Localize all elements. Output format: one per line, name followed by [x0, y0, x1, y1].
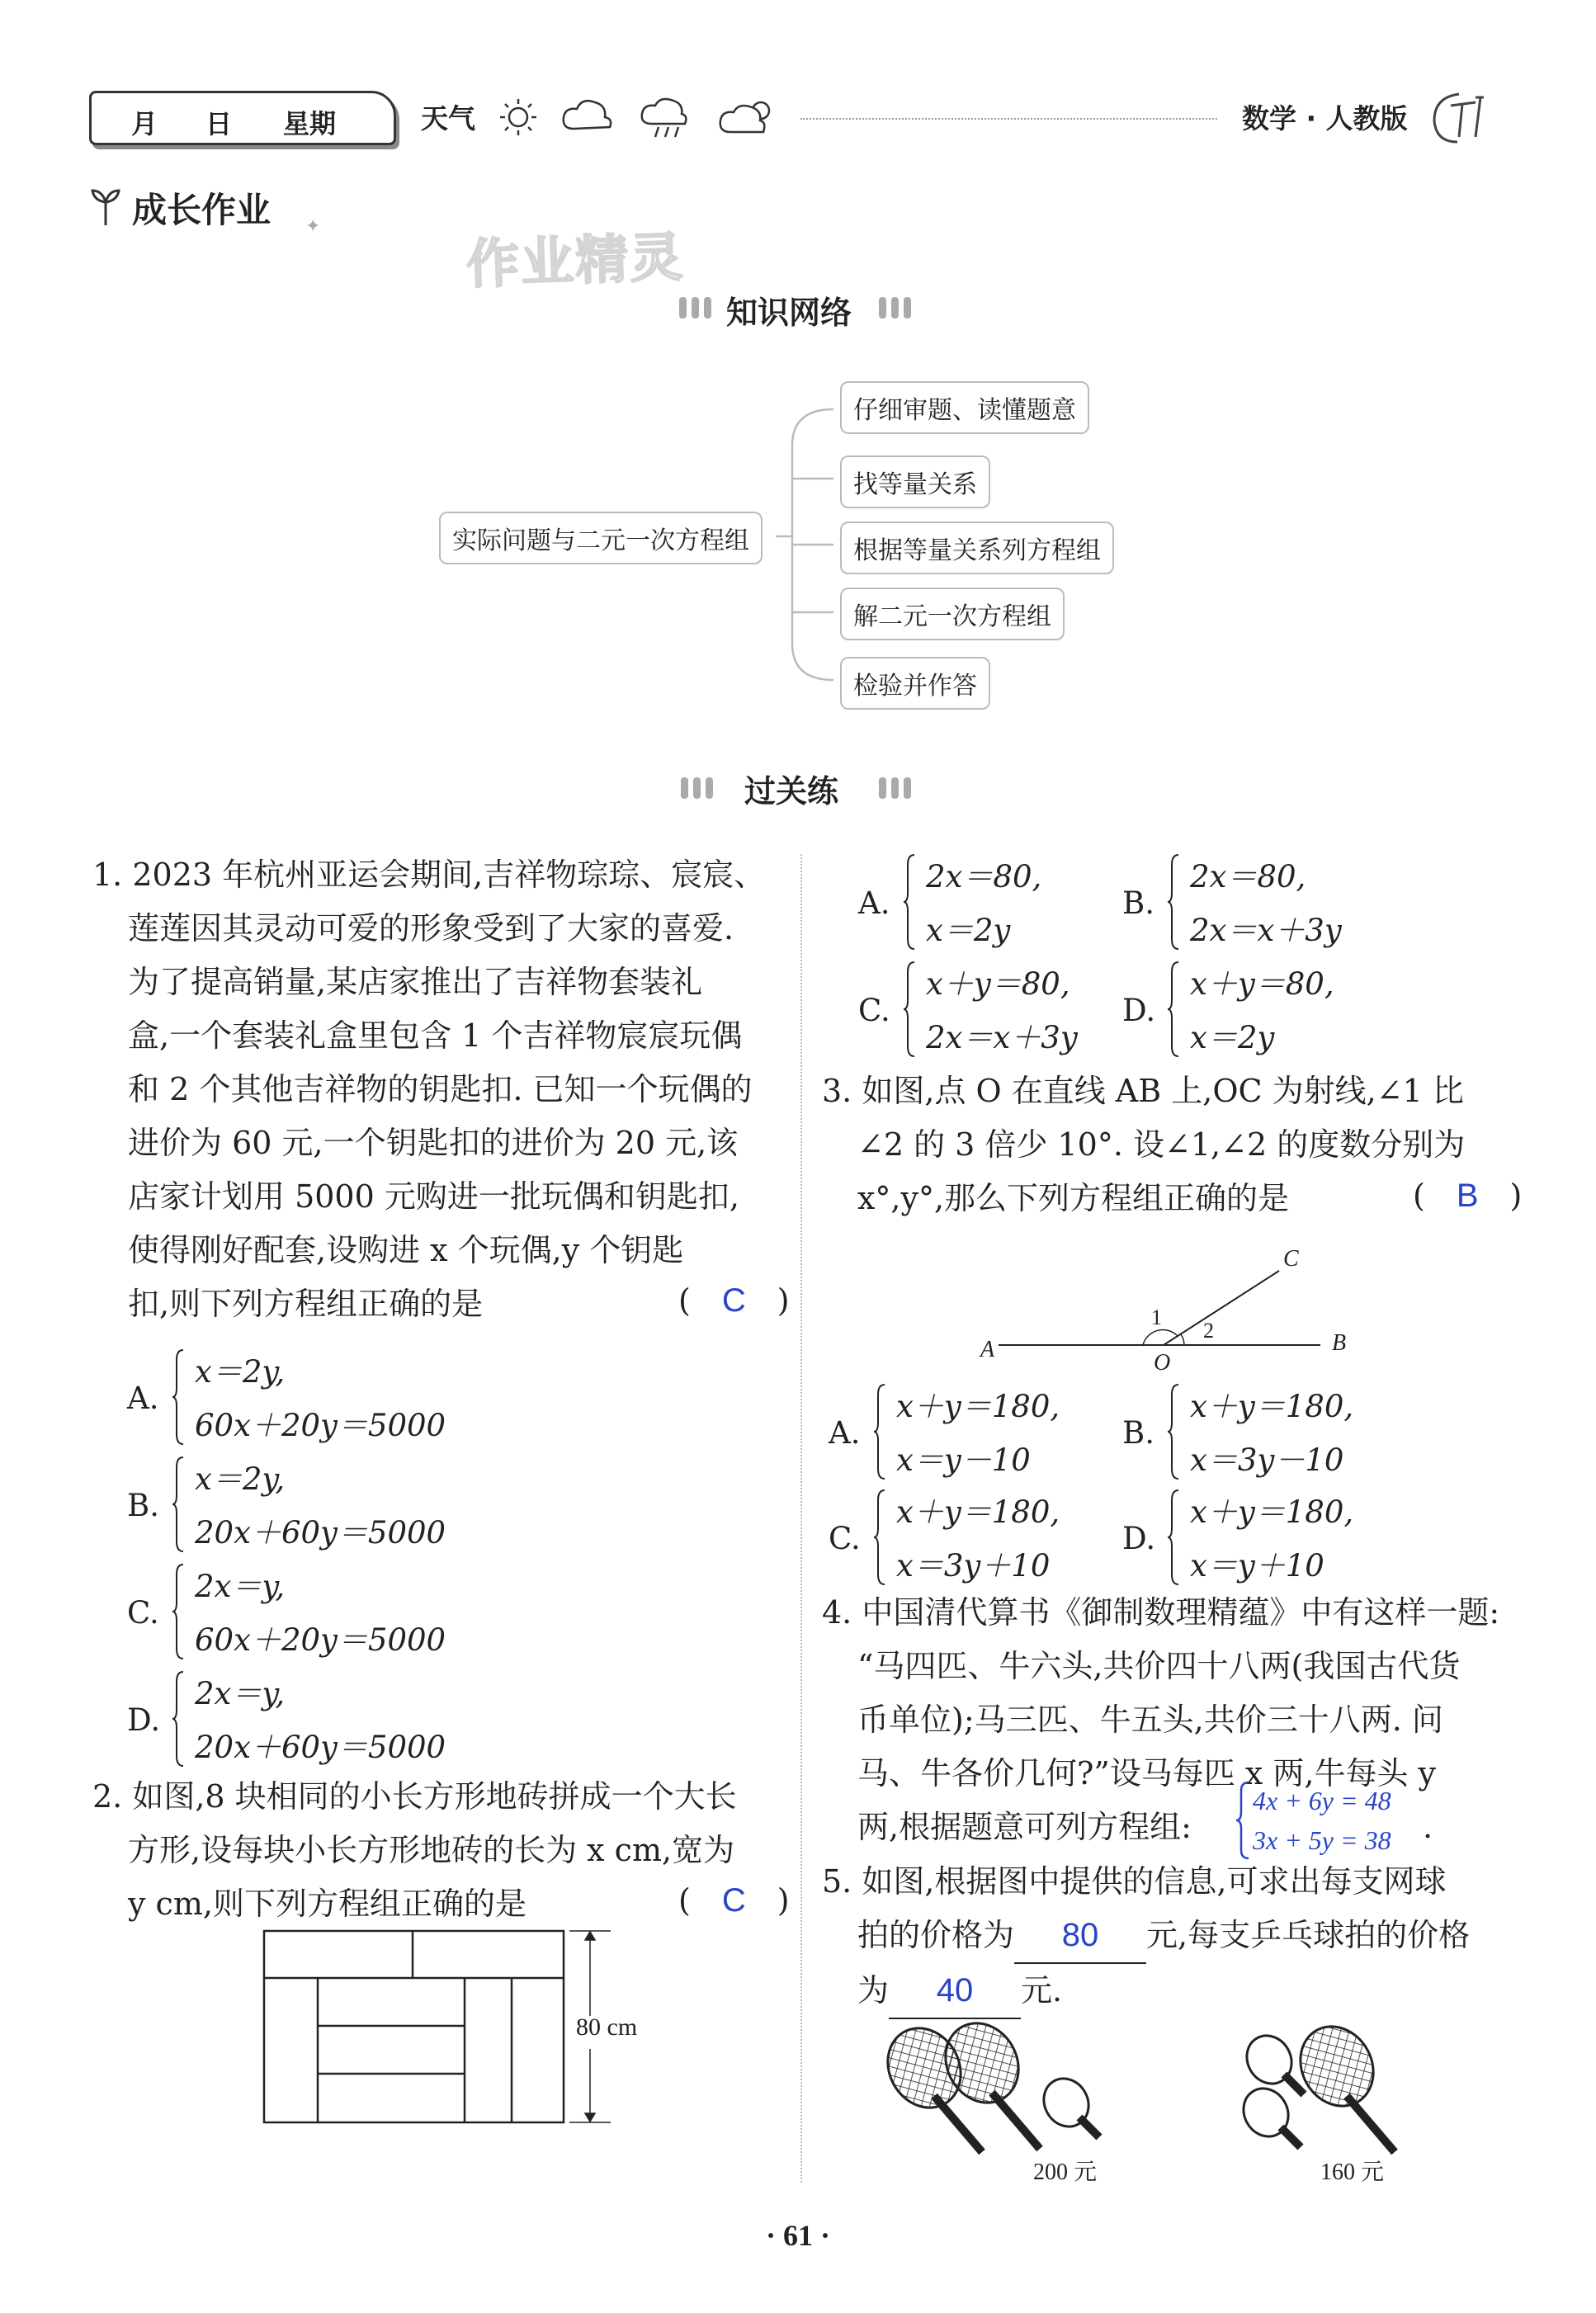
option-label: A.	[127, 1381, 159, 1416]
equation: x＝y－10	[896, 1442, 1031, 1478]
point-a-label: A	[980, 1337, 995, 1362]
brace-icon	[903, 853, 916, 951]
equation: x＝y＋10	[1190, 1548, 1324, 1584]
question-4	[822, 1586, 1499, 1854]
mindmap-step-3: 根据等量关系列方程组	[840, 522, 1114, 574]
logo-icon	[1428, 87, 1494, 147]
section-title: 成长作业	[132, 190, 272, 230]
brace-icon	[172, 1456, 185, 1553]
q3-line: 3. 如图,点 O 在直线 AB 上,OC 为射线,∠1 比	[822, 1073, 1464, 1109]
option-label: B.	[1122, 885, 1155, 921]
brace-icon	[1167, 1383, 1180, 1480]
option-label: D.	[1122, 993, 1156, 1028]
q1-line: 和 2 个其他吉祥物的钥匙扣. 已知一个玩偶的	[128, 1071, 753, 1107]
question-1	[92, 848, 765, 1331]
q5-line: 元.	[1021, 1972, 1063, 2009]
q1-line: 盒,一个套装礼盒里包含 1 个吉祥物宸宸玩偶	[128, 1017, 743, 1054]
question-3	[822, 1064, 1465, 1225]
q2-line: 方形,设每块小长方形地砖的长为 x cm,宽为	[128, 1832, 735, 1868]
equation: 60x＋20y＝5000	[195, 1408, 446, 1443]
equation: 2x＝y,	[195, 1676, 286, 1711]
watermark: 作业精灵	[465, 227, 686, 296]
option-label: C.	[829, 1521, 861, 1556]
racket-set-2	[1230, 2013, 1461, 2162]
q5-answer-1: 80	[1061, 1917, 1099, 1953]
practice-decoration-right	[876, 777, 914, 799]
question-2	[92, 1770, 737, 1931]
racket-set-1	[883, 2013, 1147, 2162]
ping-pong-paddle-icon	[1238, 2027, 1304, 2094]
q5-answer-2: 40	[936, 1972, 974, 2009]
equation: x＋y＝180,	[896, 1389, 1060, 1424]
option-label: B.	[1122, 1415, 1155, 1451]
practice-decoration-left	[678, 777, 715, 799]
option-label: C.	[858, 993, 890, 1028]
equation: 20x＋60y＝5000	[195, 1730, 446, 1765]
q1-line: 店家计划用 5000 元购进一批玩偶和钥匙扣,	[128, 1178, 739, 1215]
q1-answer: C	[721, 1282, 746, 1319]
option-label: B.	[127, 1488, 159, 1523]
knowledge-heading: 知识网络	[726, 295, 852, 331]
q5-line: 元,每支乒乓球拍的价格	[1146, 1917, 1471, 1953]
q1-line: 扣,则下列方程组正确的是	[128, 1286, 484, 1322]
q3-answer: B	[1456, 1178, 1479, 1214]
rain-icon	[642, 99, 687, 137]
ping-pong-paddle-icon	[1035, 2070, 1099, 2137]
q2-figure-label: 80 cm	[576, 2013, 638, 2041]
equation: 2x＝x＋3y	[1190, 913, 1342, 948]
price-label-2: 160 元	[1320, 2160, 1385, 2185]
weather-icons	[495, 92, 792, 142]
equation: x＝3y－10	[1190, 1442, 1344, 1478]
equation: 2x＝x＋3y	[926, 1020, 1078, 1055]
partly-cloudy-icon	[720, 102, 769, 132]
brace-icon	[1167, 1489, 1180, 1586]
q2-answer-paren: ( C )	[678, 1882, 790, 1919]
angle-2-label: 2	[1203, 1319, 1214, 1343]
q5-line: 为	[857, 1972, 890, 2009]
brace-icon	[1167, 961, 1180, 1058]
mindmap-root: 实际问题与二元一次方程组	[439, 512, 763, 564]
q4-answer-eq2: 3x + 5y = 38	[1253, 1825, 1391, 1855]
option-label: D.	[1122, 1521, 1156, 1556]
q1-line: 1. 2023 年杭州亚运会期间,吉祥物琮琮、宸宸、	[92, 857, 766, 893]
equation: x＝2y,	[195, 1354, 286, 1390]
sprout-icon	[89, 186, 122, 227]
practice-heading: 过关练	[744, 773, 839, 810]
point-o-label: O	[1154, 1350, 1171, 1376]
option-label: A.	[829, 1415, 861, 1451]
subject-label: 数学 · 人教版	[1242, 102, 1408, 135]
brace-icon	[172, 1563, 185, 1660]
angle-1-label: 1	[1151, 1305, 1162, 1329]
heading-decoration-right	[876, 297, 914, 319]
q2-answer: C	[721, 1882, 746, 1919]
brace-icon	[172, 1670, 185, 1768]
q4-line: 4. 中国清代算书《御制数理精蕴》中有这样一题:	[822, 1594, 1500, 1631]
mindmap-step-4: 解二元一次方程组	[840, 588, 1065, 640]
equation: 2x＝y,	[195, 1569, 286, 1604]
mindmap-bracket	[776, 396, 850, 693]
column-divider	[800, 854, 802, 2183]
q1-line: 为了提高销量,某店家推出了吉祥物套装礼	[128, 964, 703, 1000]
tennis-racket-icon	[1287, 2013, 1395, 2152]
heading-decoration-left	[677, 297, 714, 319]
page-number: · 61 ·	[765, 2219, 830, 2252]
equation: x＋y＝80,	[1190, 966, 1334, 1002]
day-label: 日	[205, 108, 233, 139]
mindmap-step-1: 仔细审题、读懂题意	[840, 381, 1089, 434]
ping-pong-paddle-icon	[1235, 2080, 1301, 2147]
equation: x＋y＝180,	[896, 1494, 1060, 1530]
equation: x＝2y,	[195, 1461, 286, 1497]
equation: 60x＋20y＝5000	[195, 1622, 446, 1658]
q1-line: 使得刚好配套,设购进 x 个玩偶,y 个钥匙	[128, 1232, 684, 1268]
mindmap-step-5: 检验并作答	[840, 657, 990, 710]
q3-answer-paren: ( B )	[1413, 1178, 1523, 1214]
equation: x＝2y	[926, 913, 1011, 948]
equation: 2x＝80,	[926, 859, 1042, 895]
point-c-label: C	[1283, 1246, 1299, 1272]
q4-line: 币单位);马三匹、牛五头,共价三十八两. 问	[857, 1702, 1443, 1738]
question-5	[822, 1855, 1470, 2019]
sun-icon	[500, 99, 536, 135]
brace-icon	[1167, 853, 1180, 951]
brace-icon	[873, 1383, 886, 1480]
option-label: A.	[858, 885, 890, 921]
equation: x＋y＝180,	[1190, 1389, 1354, 1424]
q4-answer	[1253, 1781, 1391, 1860]
q4-line: 两,根据题意可列方程组:	[857, 1809, 1192, 1845]
equation: x＋y＝80,	[926, 966, 1070, 1002]
header-rule	[800, 118, 1217, 120]
q3-line: x°,y°,那么下列方程组正确的是	[857, 1180, 1290, 1216]
q4-line: 马、牛各价几何?”设马每匹 x 两,牛每头 y	[857, 1755, 1437, 1791]
q1-line: 进价为 60 元,一个钥匙扣的进价为 20 元,该	[128, 1125, 739, 1161]
price-label-1: 200 元	[1033, 2160, 1098, 2185]
q1-line: 莲莲因其灵动可爱的形象受到了大家的喜爱.	[128, 910, 734, 946]
q3-line: ∠2 的 3 倍少 10°. 设∠1,∠2 的度数分别为	[857, 1126, 1466, 1163]
q1-answer-paren: ( C )	[678, 1282, 790, 1319]
weather-label: 天气	[421, 102, 475, 135]
brace-icon	[903, 961, 916, 1058]
q5-line: 5. 如图,根据图中提供的信息,可求出每支网球	[822, 1863, 1447, 1900]
q4-period: .	[1423, 1809, 1433, 1845]
weekday-label: 星期	[283, 108, 337, 139]
month-label: 月	[131, 108, 158, 139]
q4-line: “马四匹、牛六头,共价四十八两(我国古代货	[857, 1648, 1461, 1684]
equation: 20x＋60y＝5000	[195, 1515, 446, 1551]
cloud-icon	[564, 101, 611, 129]
star-icon: ✦	[305, 216, 321, 237]
mindmap-step-2: 找等量关系	[840, 456, 990, 508]
brace-icon	[172, 1348, 185, 1446]
q5-line: 拍的价格为	[857, 1917, 1015, 1953]
equation: x＋y＝180,	[1190, 1494, 1354, 1530]
equation: 2x＝80,	[1190, 859, 1306, 895]
q2-line: y cm,则下列方程组正确的是	[128, 1886, 526, 1922]
option-label: D.	[127, 1702, 161, 1738]
equation: x＝2y	[1190, 1020, 1275, 1055]
point-b-label: B	[1332, 1330, 1347, 1356]
q4-answer-eq1: 4x + 6y = 48	[1253, 1786, 1391, 1815]
date-box	[89, 91, 396, 145]
equation: x＝3y＋10	[896, 1548, 1051, 1584]
q2-line: 2. 如图,8 块相同的小长方形地砖拼成一个大长	[92, 1778, 737, 1815]
brace-icon	[873, 1489, 886, 1586]
q4-answer-brace	[1235, 1781, 1251, 1860]
option-label: C.	[127, 1595, 159, 1631]
